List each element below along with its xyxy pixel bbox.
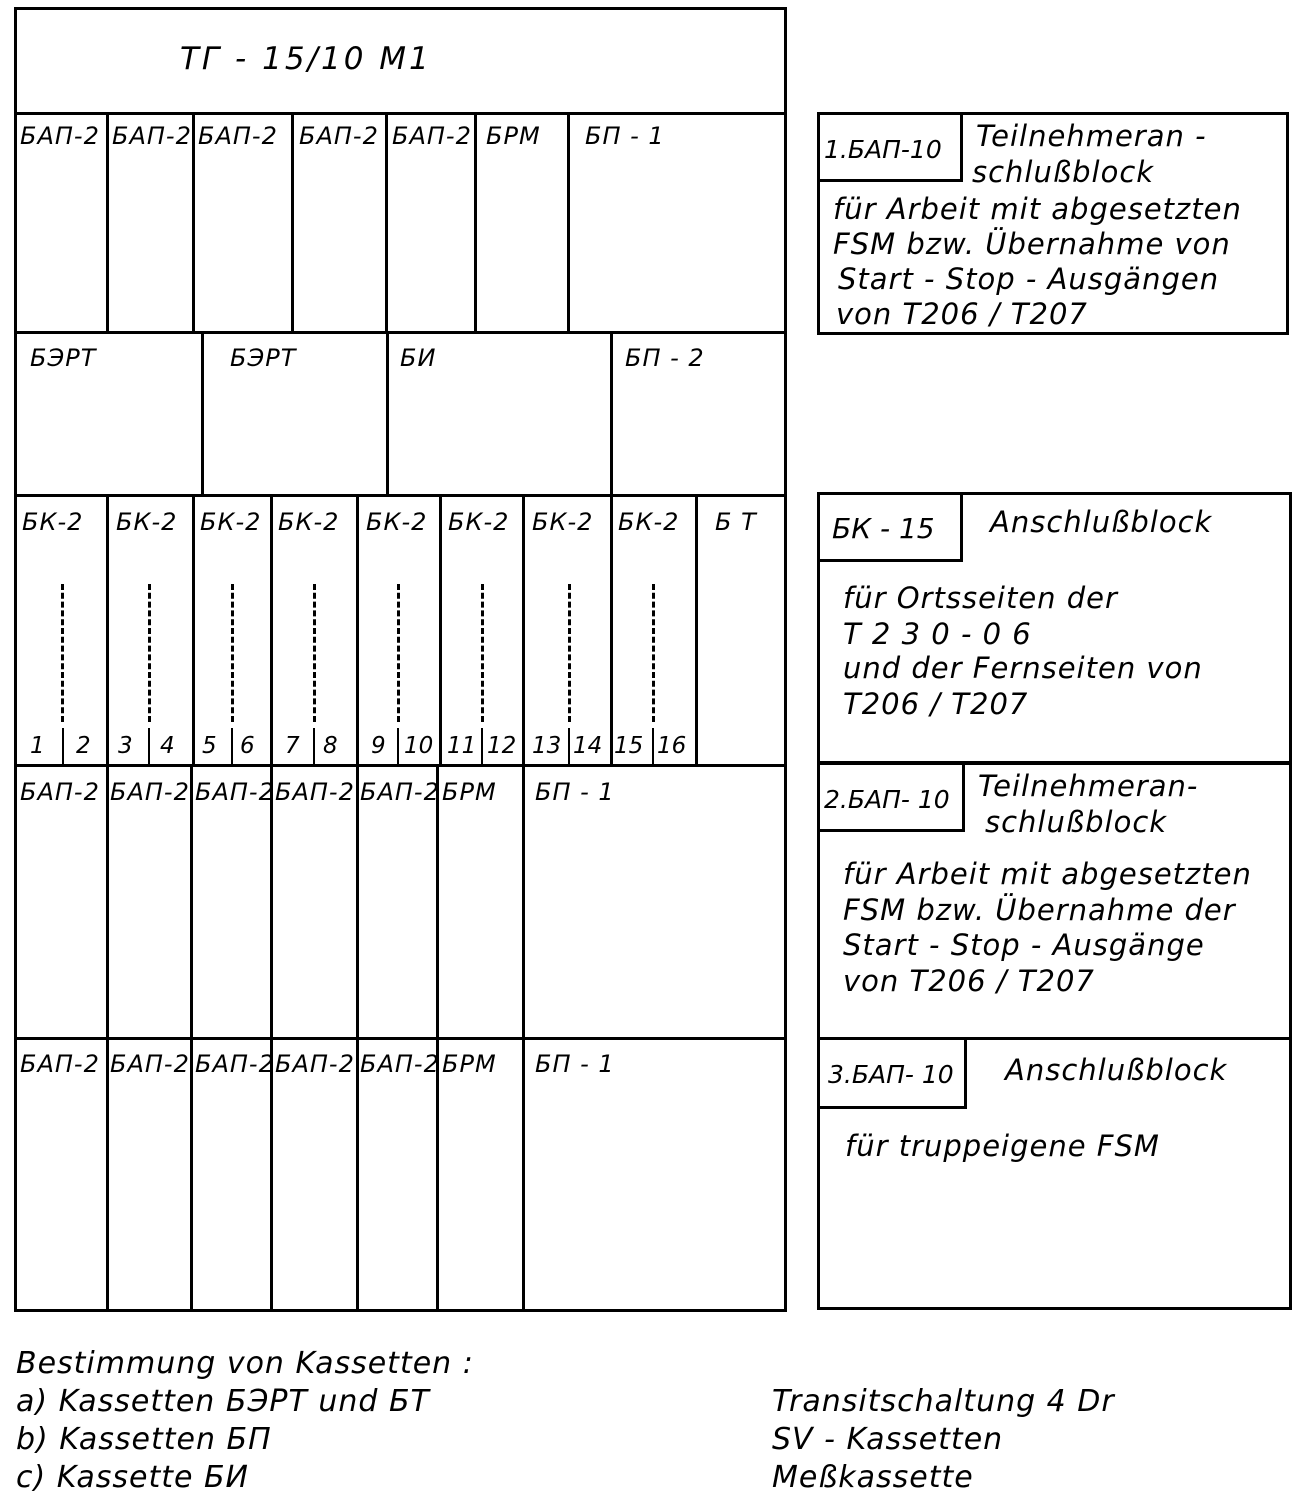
slot-label: БЭРТ (30, 344, 97, 372)
slot-label: БАП-2 (275, 1050, 355, 1078)
note-1-body: von T206 / T207 (836, 297, 1088, 331)
note-3-body: von T206 / T207 (843, 964, 1095, 998)
rack-title: ТГ - 15/10 М1 (180, 41, 432, 77)
slot-divider (522, 1037, 525, 1312)
slot-label: БРМ (486, 122, 541, 150)
number-tick (62, 728, 64, 764)
slot-label: БАП-2 (299, 122, 379, 150)
slot-label: БАП-2 (275, 778, 355, 806)
card-separator (481, 584, 484, 722)
legend-key: a) Kassetten БЭРТ und БТ (16, 1384, 430, 1419)
note-2-head: Anschlußblock (990, 505, 1213, 539)
card-number: 14 (573, 733, 603, 759)
slot-divider (291, 112, 294, 332)
slot-divider (106, 112, 109, 332)
card-separator (61, 584, 64, 722)
note-3-body: für Arbeit mit abgesetzten (843, 857, 1252, 891)
slot-divider (106, 764, 109, 1039)
slot-divider (474, 112, 477, 332)
note-1-head: Teilnehmeran - (976, 119, 1207, 153)
slot-label: БК-2 (22, 508, 84, 536)
slot-label: БК-2 (448, 508, 510, 536)
note-3-head: Teilnehmeran- (978, 769, 1199, 803)
slot-divider (192, 112, 195, 332)
slot-label: БАП-2 (112, 122, 192, 150)
slot-label: БАП-2 (195, 778, 275, 806)
card-number: 13 (532, 733, 562, 759)
number-tick (652, 728, 654, 764)
slot-label: БАП-2 (20, 1050, 100, 1078)
slot-label: БРМ (442, 778, 497, 806)
slot-label: БАП-2 (20, 778, 100, 806)
slot-label: БК-2 (366, 508, 428, 536)
rack-frame (14, 7, 787, 1312)
note-1-body: Start - Stop - Ausgängen (838, 262, 1220, 296)
note-4-body: für truppeigene FSM (845, 1129, 1160, 1163)
slot-divider (106, 1037, 109, 1312)
card-number: 2 (76, 733, 91, 759)
row-divider (14, 764, 787, 767)
slot-label: БК-2 (532, 508, 594, 536)
slot-divider (385, 112, 388, 332)
card-number: 3 (118, 733, 133, 759)
slot-label: БП - 1 (535, 1050, 615, 1078)
slot-label: БАП-2 (198, 122, 278, 150)
card-number: 15 (614, 733, 644, 759)
slot-divider (386, 331, 389, 496)
card-separator (568, 584, 571, 722)
note-3-body: Start - Stop - Ausgänge (843, 928, 1205, 962)
slot-label: БАП-2 (360, 778, 440, 806)
slot-divider (439, 494, 442, 766)
slot-divider (610, 494, 613, 766)
slot-divider (610, 331, 613, 496)
slot-divider (522, 764, 525, 1039)
note-1-body: FSM bzw. Übernahme von (833, 227, 1231, 261)
slot-label: Б Т (715, 508, 757, 536)
slot-label: БК-2 (618, 508, 680, 536)
card-number: 11 (447, 733, 477, 759)
note-3-tag: 2.БАП- 10 (817, 762, 965, 832)
slot-divider (192, 494, 195, 766)
slot-label: БК-2 (116, 508, 178, 536)
slot-divider (190, 764, 193, 1039)
slot-label: БАП-2 (392, 122, 472, 150)
note-2-body: T 2 3 0 - 0 6 (843, 617, 1032, 651)
row-divider (14, 494, 787, 497)
slot-divider (190, 1037, 193, 1312)
slot-divider (356, 494, 359, 766)
slot-label: БАП-2 (360, 1050, 440, 1078)
card-number: 5 (202, 733, 217, 759)
note-4-head: Anschlußblock (1005, 1053, 1228, 1087)
slot-divider (201, 331, 204, 496)
slot-label: БАП-2 (110, 1050, 190, 1078)
card-separator (313, 584, 316, 722)
slot-divider (356, 764, 359, 1039)
legend-value: Transitschaltung 4 Dr (772, 1384, 1115, 1419)
card-number: 1 (30, 733, 45, 759)
card-number: 7 (285, 733, 300, 759)
slot-divider (270, 494, 273, 766)
number-tick (231, 728, 233, 764)
row-divider (14, 112, 787, 115)
legend-value: Meßkassette (772, 1460, 974, 1495)
note-1-head: schlußblock (972, 155, 1155, 189)
number-tick (481, 728, 483, 764)
card-number: 8 (323, 733, 338, 759)
slot-divider (436, 1037, 439, 1312)
card-separator (652, 584, 655, 722)
number-tick (397, 728, 399, 764)
slot-label: БЭРТ (230, 344, 297, 372)
card-number: 12 (487, 733, 517, 759)
slot-label: БИ (400, 344, 437, 372)
card-separator (397, 584, 400, 722)
card-separator (231, 584, 234, 722)
slot-divider (695, 494, 698, 766)
slot-divider (270, 1037, 273, 1312)
legend-key: c) Kassette БИ (16, 1460, 249, 1495)
legend-key: b) Kassetten БП (16, 1422, 272, 1457)
number-tick (148, 728, 150, 764)
note-1-body: für Arbeit mit abgesetzten (833, 192, 1242, 226)
card-number: 4 (160, 733, 175, 759)
note-2-body: und der Fernseiten von (843, 651, 1203, 685)
slot-label: БАП-2 (20, 122, 100, 150)
slot-label: БП - 1 (535, 778, 615, 806)
card-number: 16 (657, 733, 687, 759)
number-tick (568, 728, 570, 764)
slot-divider (106, 494, 109, 766)
slot-divider (522, 494, 525, 766)
legend-value: SV - Kassetten (772, 1422, 1004, 1457)
number-tick (313, 728, 315, 764)
card-separator (148, 584, 151, 722)
note-3-body: FSM bzw. Übernahme der (843, 893, 1236, 927)
note-2-body: für Ortsseiten der (843, 581, 1118, 615)
card-number: 9 (371, 733, 386, 759)
note-4-tag: 3.БАП- 10 (817, 1037, 967, 1109)
slot-divider (356, 1037, 359, 1312)
note-2-tag: БК - 15 (817, 492, 963, 562)
note-2-body: T206 / T207 (843, 687, 1029, 721)
slot-label: БП - 2 (625, 344, 705, 372)
slot-divider (567, 112, 570, 332)
slot-label: БК-2 (278, 508, 340, 536)
card-number: 6 (240, 733, 255, 759)
row-divider (14, 1037, 787, 1040)
slot-label: БАП-2 (110, 778, 190, 806)
slot-label: БАП-2 (195, 1050, 275, 1078)
slot-label: БК-2 (200, 508, 262, 536)
row-divider (14, 331, 787, 334)
legend-heading: Bestimmung von Kassetten : (16, 1346, 474, 1381)
note-1-tag: 1.БАП-10 (817, 112, 963, 182)
slot-label: БРМ (442, 1050, 497, 1078)
card-number: 10 (404, 733, 434, 759)
note-3-head: schlußblock (985, 805, 1168, 839)
slot-label: БП - 1 (585, 122, 665, 150)
